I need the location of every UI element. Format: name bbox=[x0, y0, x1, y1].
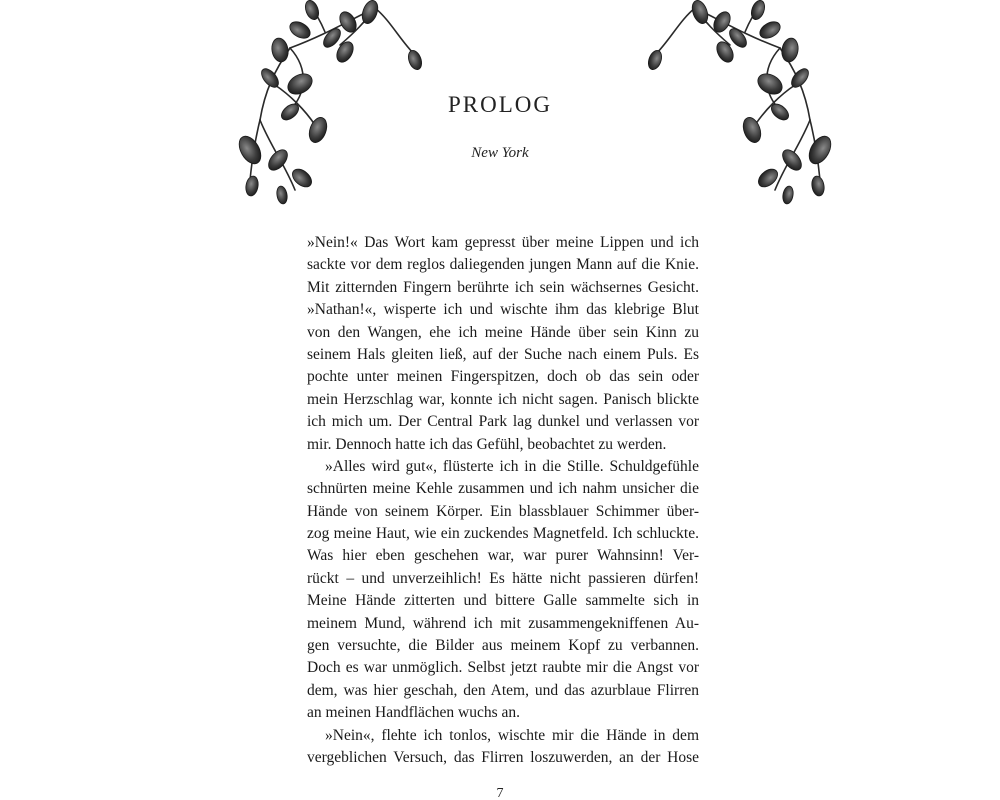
text-line: Doch es war unmöglich. Selbst jetzt raubte mir die Angst vor bbox=[307, 659, 699, 677]
body-text bbox=[307, 232, 699, 769]
text-line: Was hier eben geschehen war, war purer Wahnsinn! Ver- bbox=[307, 547, 699, 565]
text-line: mein Herzschlag war, konnte ich nicht sagen. Panisch blickte bbox=[307, 390, 699, 408]
text-line: Mit zitternden Fingern berührte ich sein wächsernes Gesicht. bbox=[307, 278, 699, 296]
text-line: ich mich um. Der Central Park lag dunkel und verlassen vor bbox=[307, 413, 699, 431]
text-line: an meinen Handflächen wuchs an. bbox=[307, 704, 521, 722]
text-line: von den Wangen, ehe ich meine Hände über sein Kinn zu bbox=[307, 323, 699, 341]
text-line: sackte vor dem reglos daliegenden jungen Mann auf die Knie. bbox=[307, 256, 699, 274]
text-line: pochte unter meinen Fingerspitzen, doch ob das sein oder bbox=[307, 368, 699, 386]
page-number: 7 bbox=[496, 786, 504, 800]
chapter-title: PROLOG bbox=[447, 92, 552, 117]
text-line: Meine Hände zitterten und bittere Galle sammelte sich in bbox=[307, 592, 699, 610]
chapter-subtitle-place: New York bbox=[471, 145, 529, 161]
text-line: »Nein«, flehte ich tonlos, wischte mir die Hände in dem bbox=[325, 726, 699, 744]
text-line: gen versuchte, die Bilder aus meinem Kopf zu verbannen. bbox=[307, 637, 699, 655]
text-line: Hände von seinem Körper. Ein blassblauer Schimmer über- bbox=[307, 502, 699, 520]
text-line: vergeblichen Versuch, das Flirren loszuwerden, an der Hose bbox=[307, 748, 699, 766]
text-line: mir. Dennoch hatte ich das Gefühl, beobachtet zu werden. bbox=[307, 435, 667, 453]
text-line: dem, was hier geschah, den Atem, und das azurblaue Flirren bbox=[307, 681, 699, 699]
text-line: schnürten meine Kehle zusammen und ich nahm unsicher die bbox=[307, 480, 699, 498]
text-line: »Nathan!«, wisperte ich und wischte ihm das klebrige Blut bbox=[307, 301, 699, 319]
text-line: rückt – und unverzeihlich! Es hätte nicht passieren dürfen! bbox=[307, 569, 699, 587]
text-line: zog meine Haut, wie ein zuckendes Magnetfeld. Ich schluckte. bbox=[307, 525, 699, 543]
text-line: »Nein!« Das Wort kam gepresst über meine Lippen und ich bbox=[307, 234, 699, 251]
text-line: seinem Hals gleiten ließ, auf der Suche nach einem Puls. Es bbox=[307, 345, 699, 363]
text-line: »Alles wird gut«, flüsterte ich in die Stille. Schuldgefühle bbox=[325, 457, 699, 475]
text-line: meinem Mund, während ich mit zusammengekniffenen Au- bbox=[307, 614, 699, 632]
